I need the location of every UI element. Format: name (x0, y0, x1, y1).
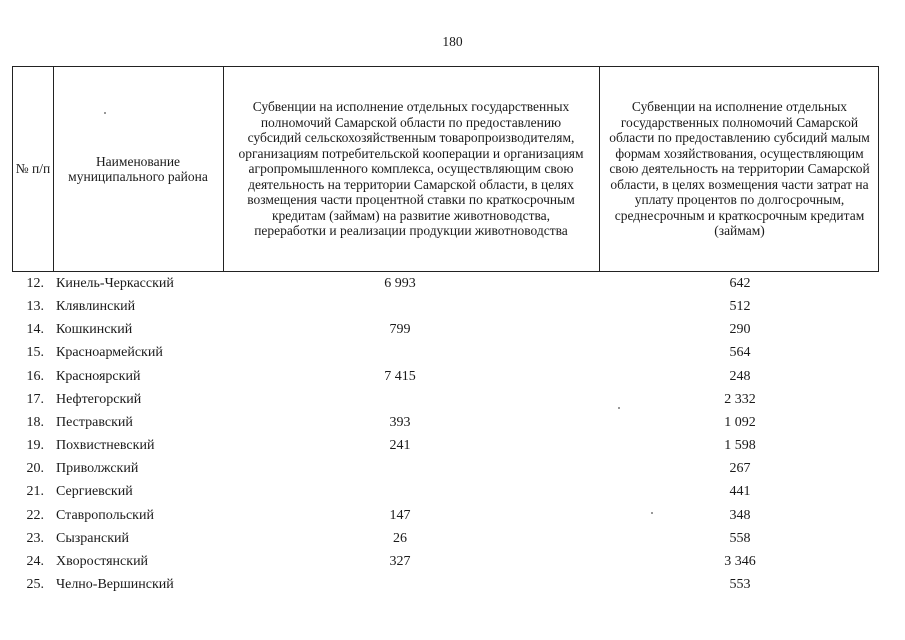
subvention-livestock-value: 241 (389, 438, 411, 454)
header-subvention-small-farms: Субвенции на исполнение отдельных государственных полномочий Самарской области по предоставлению субсидий малым формам хозяйствования, осуществляющим свою деятельность на территории Самарской области, в целях возмещения части затрат на уплату процентов по долгосрочным, среднесрочным и краткосрочным кредитам (займам) (609, 99, 870, 239)
row-number: 12. (26, 276, 44, 291)
subvention-small-farms-value: 348 (729, 507, 751, 523)
district-name: Хворостянский (56, 553, 149, 569)
district-name: Кошкинский (56, 322, 133, 338)
subvention-livestock-value: 6 993 (384, 276, 416, 291)
row-number: 20. (26, 461, 44, 477)
district-name: Красноармейский (56, 345, 163, 361)
district-name: Ставропольский (56, 507, 154, 523)
table-row (0, 365, 905, 388)
table-row (0, 504, 905, 527)
subvention-small-farms-value: 441 (729, 484, 751, 500)
subvention-small-farms-value: 553 (729, 576, 751, 592)
row-number: 22. (26, 507, 44, 523)
subvention-small-farms-value: 558 (729, 530, 751, 546)
table-row (0, 527, 905, 550)
row-number: 15. (26, 345, 44, 361)
district-name: Похвистневский (56, 438, 155, 454)
subvention-small-farms-value: 1 598 (724, 438, 756, 454)
subvention-small-farms-value: 248 (729, 368, 751, 384)
subvention-livestock-value: 327 (389, 553, 411, 569)
table-row (0, 457, 905, 480)
district-name: Клявлинский (56, 299, 136, 315)
subvention-livestock-value: 26 (393, 530, 407, 546)
table-row (0, 550, 905, 573)
table-row (0, 388, 905, 411)
header-district-name: Наименование муниципального района (68, 153, 208, 184)
district-name: Пестравский (56, 414, 133, 430)
row-number: 21. (26, 484, 44, 500)
subvention-small-farms-value: 290 (729, 322, 751, 338)
row-number: 25. (26, 576, 44, 592)
subvention-small-farms-value: 2 332 (724, 391, 756, 407)
district-name: Сызранский (56, 530, 129, 546)
table-row (0, 272, 905, 295)
row-number: 24. (26, 553, 44, 569)
scan-speck (104, 112, 106, 114)
row-number: 23. (26, 530, 44, 546)
table-row (0, 341, 905, 364)
district-name: Нефтегорский (56, 391, 142, 407)
table-row (0, 480, 905, 503)
table-header (12, 66, 879, 272)
row-number: 14. (26, 322, 44, 338)
subvention-small-farms-value: 564 (729, 345, 751, 361)
header-number: № п/п (15, 161, 51, 177)
table-row (0, 295, 905, 318)
row-number: 17. (26, 391, 44, 407)
row-number: 18. (26, 414, 44, 430)
row-number: 13. (26, 299, 44, 315)
district-name: Челно-Вершинский (56, 576, 174, 592)
page-number: 180 (442, 34, 463, 49)
subvention-small-farms-value: 3 346 (724, 553, 756, 569)
subvention-livestock-value: 147 (389, 507, 411, 523)
row-number: 16. (26, 368, 44, 384)
district-name: Сергиевский (56, 484, 133, 500)
table-row (0, 318, 905, 341)
subvention-small-farms-value: 512 (729, 299, 751, 315)
subvention-livestock-value: 393 (389, 414, 411, 430)
subvention-livestock-value: 799 (389, 322, 411, 338)
district-name: Красноярский (56, 368, 141, 384)
table-row (0, 573, 905, 596)
subvention-small-farms-value: 267 (729, 461, 751, 477)
subvention-livestock-value: 7 415 (384, 368, 416, 384)
district-name: Приволжский (56, 461, 139, 477)
table-row (0, 411, 905, 434)
row-number: 19. (26, 438, 44, 454)
subvention-small-farms-value: 1 092 (724, 414, 756, 430)
header-subvention-livestock: Субвенции на исполнение отдельных государственных полномочий Самарской области по предоставлению субсидий сельскохозяйственным товаропроизводителям, организациям потребительской кооперации и организациям агропромышленного комплекса, осуществляющим свою деятельность на территории Самарской области, в целях возмещения части процентной ставки по краткосрочным кредитам (займам) на развитие животноводства, переработки и реализации продукции животноводства (238, 99, 584, 239)
table-row (0, 434, 905, 457)
subvention-small-farms-value: 642 (729, 276, 751, 291)
district-name: Кинель-Черкасский (56, 276, 174, 291)
